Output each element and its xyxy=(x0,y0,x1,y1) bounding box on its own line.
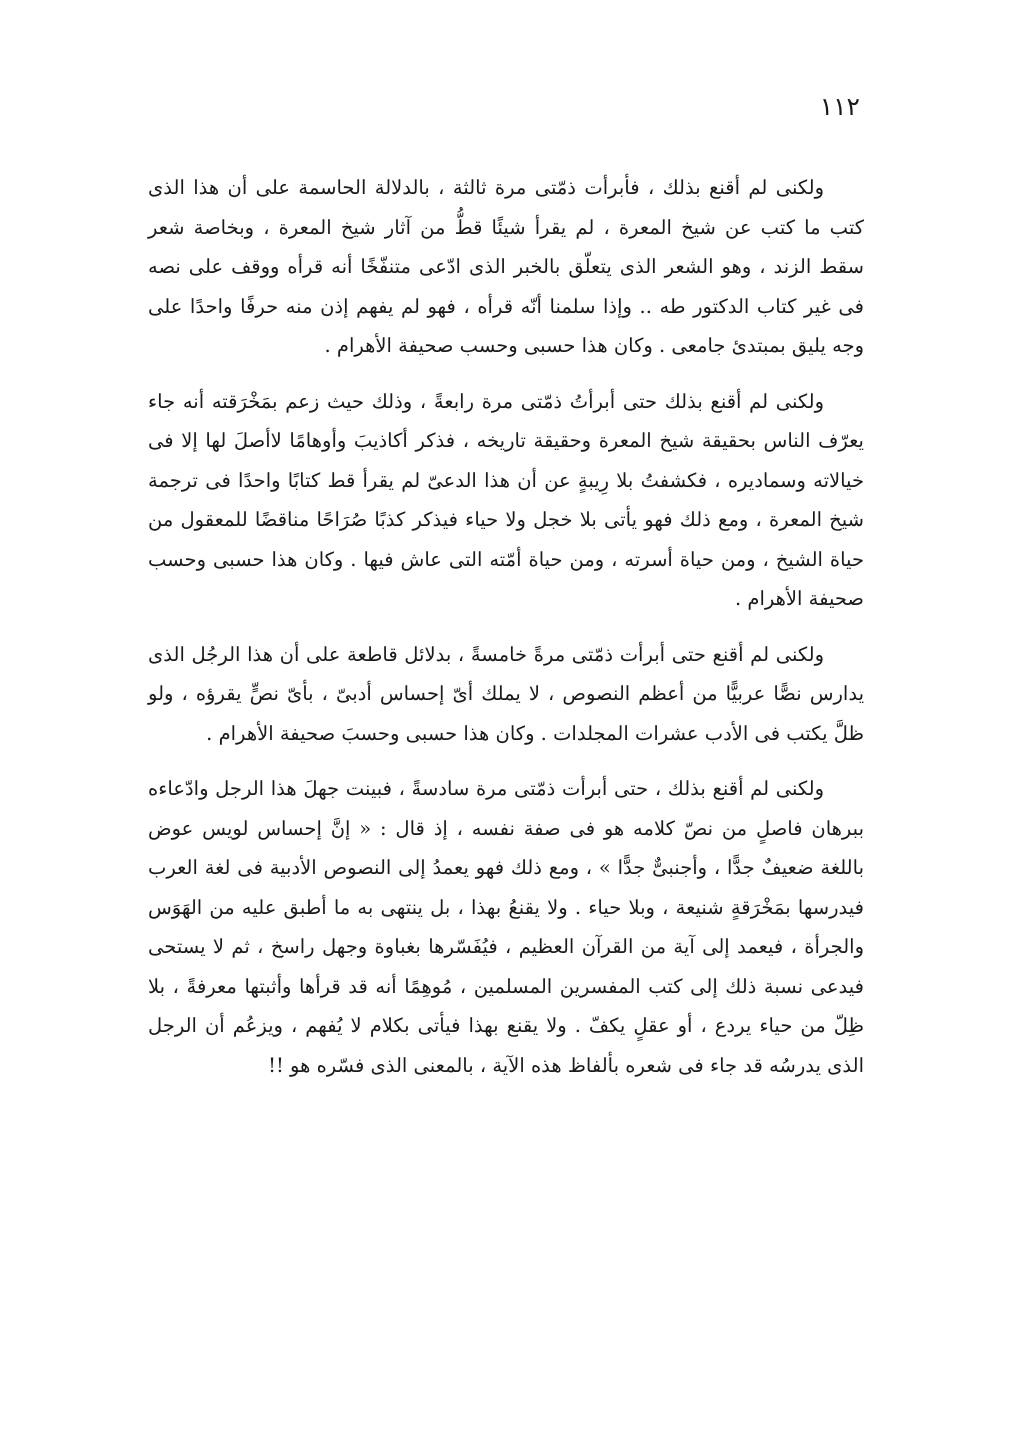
paragraph-4: ولكنى لم أقنع بذلك ، حتى أبرأت ذمّتى مرة سادسةً ، فبينت جهلَ هذا الرجل وادّعاءه ببرهان فاصلٍ من نصّ كلامه هو فى صفة نفسه ، إذ قال : « إنَّ إحساس لويس عوض باللغة ضعيفٌ جدًّا ، وأجنبىٌّ جدًّا » ، ومع ذلك فهو يعمدُ إلى النصوص الأدبية فى لغة العرب فيدرسها بمَخْرَقةٍ شنيعة ، وبلا حياء . ولا يقنعُ بهذا ، بل ينتهى به ما أطبق عليه من الهَوَس والجرأة ، فيعمد إلى آية من القرآن العظيم ، فيُفَسّرها بغباوة وجهل راسخ ، ثم لا يستحى فيدعى نسبة ذلك إلى كتب المفسرين المسلمين ، مُوهِمًا أنه قد قرأها وأثبتها معرفةً ، بلا ظِلّ من حياء يردع ، أو عقلٍ يكفّ . ولا يقنع بهذا فيأتى بكلام لا يُفهم ، ويزعُم أن الرجل الذى يدرسُه قد جاء فى شعره بألفاظ هذه الآية ، بالمعنى الذى فسّره هو !! xyxy=(148,777,864,1077)
page-number: ١١٢ xyxy=(819,92,860,121)
body-text xyxy=(148,168,864,1085)
paragraph-2: ولكنى لم أقنع بذلك حتى أبرأتُ ذمّتى مرة رابعةً ، وذلك حيث زعم بمَخْرَقته أنه جاء يعرّف الناس بحقيقة شيخ المعرة وحقيقة تاريخه ، فذكر أكاذيبَ وأوهامًا لاأصلَ لها إلا فى خيالاته وسماديره ، فكشفتُ بلا رِيبةٍ عن أن هذا الدعىّ لم يقرأ قط كتابًا واحدًا فى ترجمة شيخ المعرة ، ومع ذلك فهو يأتى بلا خجل ولا حياء فيذكر كذبًا صُرَاحًا مناقضًا للمعقول من حياة الشيخ ، ومن حياة أسرته ، ومن حياة أمّته التى عاش فيها . وكان هذا حسبى وحسب صحيفة الأهرام . xyxy=(148,389,864,610)
paragraph-1: ولكنى لم أقنع بذلك ، فأبرأت ذمّتى مرة ثالثة ، بالدلالة الحاسمة على أن هذا الذى كتب ما كتب عن شيخ المعرة ، لم يقرأ شيئًا قطُّ من آثار شيخ المعرة ، وبخاصة شعر سقط الزند ، وهو الشعر الذى يتعلّق بالخبر الذى ادّعى متنفّخًا أنه قرأه ووقف على نصه فى غير كتاب الدكتور طه .. وإذا سلمنا أنّه قرأه ، فهو لم يفهم إذن منه حرفًا واحدًا على وجه يليق بمبتدئ جامعى . وكان هذا حسبى وحسب صحيفة الأهرام . xyxy=(148,176,864,357)
paragraph-3: ولكنى لم أقنع حتى أبرأت ذمّتى مرةً خامسةً ، بدلائل قاطعة على أن هذا الرجُل الذى يدارس نصًّا عربيًّا من أعظم النصوص ، لا يملك أىّ إحساس أدبىّ ، بأىّ نصٍّ يقرؤه ، ولو ظلَّ يكتب فى الأدب عشرات المجلدات . وكان هذا حسبى وحسبَ صحيفة الأهرام . xyxy=(148,642,864,745)
